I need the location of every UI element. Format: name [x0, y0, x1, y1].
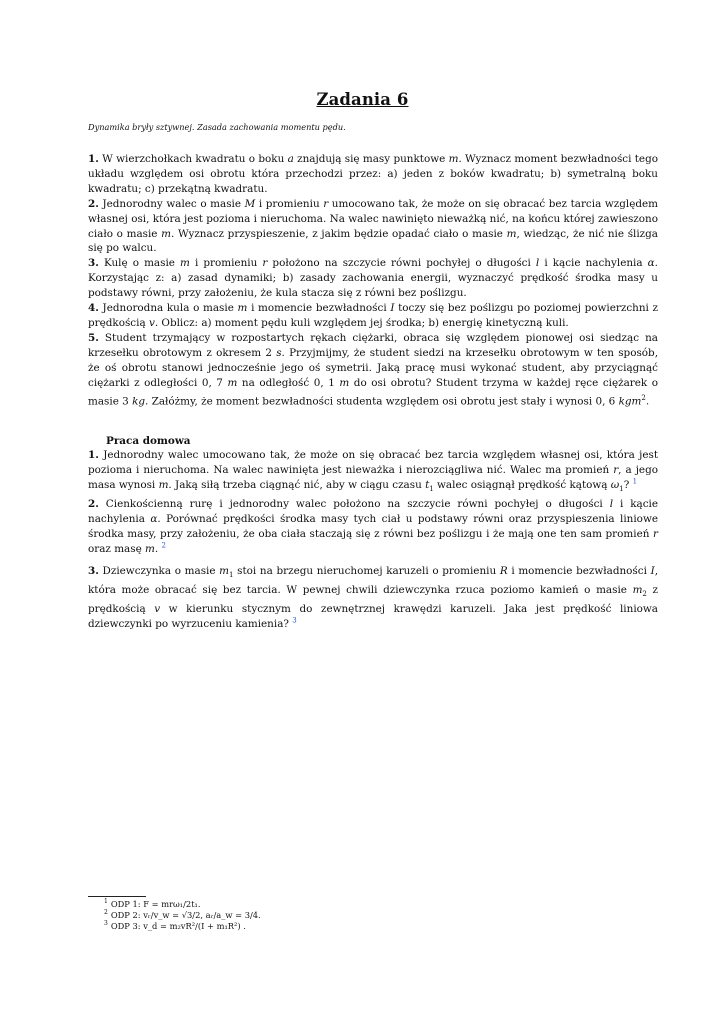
math-symbol: r	[653, 527, 658, 540]
math-symbol: v	[154, 603, 161, 616]
math-symbol: ω	[610, 478, 620, 491]
task-item: 2. Jednorodny walec o masie M i promieniu r umocowano tak, że może on się obracać bez tarcia względem własnej osi, która jest pozioma i nieruchoma. Na walec nawinięto nieważką nić, na końcu której zawieszono ciało o masie m. Wyznacz przyspieszenie, z jakim będzie opadać ciało o masie m, wiedząc, że nić nie ślizga się po walcu.	[88, 197, 659, 255]
footnote	[104, 899, 604, 910]
math-symbol: m	[448, 153, 459, 165]
footnote-mark: 1	[104, 898, 108, 906]
task-number: 2.	[88, 497, 99, 510]
homework-heading: Praca domowa	[106, 435, 191, 447]
footnote-link[interactable]: 1	[632, 477, 638, 486]
task-number: 3.	[88, 565, 99, 578]
math-symbol: m	[158, 478, 169, 491]
math-symbol: kgm	[618, 394, 642, 407]
math-symbol: t	[425, 478, 430, 491]
footnote-text: ODP 1: F = mrω₁/2t₁.	[110, 899, 201, 909]
footnote	[104, 910, 604, 921]
math-symbol: r	[323, 197, 329, 210]
document-subtitle: Dynamika bryły sztywnej. Zasada zachowania momentu pędu.	[88, 122, 346, 132]
footnote-text: ODP 3: v_d = m₂vR²/(I + m₁R²) .	[110, 921, 246, 931]
subscript: 1	[429, 484, 434, 493]
math-symbol: r	[613, 463, 619, 476]
subscript: 2	[642, 590, 647, 599]
task-number: 2.	[88, 197, 99, 210]
math-symbol: l	[609, 497, 614, 510]
math-symbol: R	[499, 565, 508, 578]
math-symbol: m	[180, 257, 190, 270]
math-symbol: I	[390, 302, 395, 315]
superscript: 2	[641, 393, 646, 402]
task-list	[88, 152, 658, 409]
task-item: 3. Kulę o masie m i promieniu r położono na szczycie równi pochyłej o długości l i kącie nachylenia α. Korzystając z: a) zasad dynamiki; b) zasady zachowania energii, wyznaczyć prędkość środka masy u podstawy równi, przy założeniu, że kula stacza się z równi bez poślizgu.	[88, 257, 658, 300]
homework-list	[88, 448, 658, 632]
task-number: 4.	[88, 302, 99, 315]
task-item: 1. W wierzchołkach kwadratu o boku a znajdują się masy punktowe m. Wyznacz moment bezwładności tego układu względem osi obrotu która przechodzi przez: a) jeden z boków kwadratu; b) symetralną boku kwadratu; c) przekątną kwadratu.	[88, 153, 658, 195]
footnote-link[interactable]: 3	[292, 616, 297, 625]
task-item: 4. Jednorodna kula o masie m i momencie bezwładności I toczy się bez poślizgu po poziomej powierzchni z prędkością v. Oblicz: a) moment pędu kuli względem jej środka; b) energię kinetyczną kuli.	[88, 302, 659, 329]
task-item: 5. Student trzymający w rozpostartych rękach ciężarki, obraca się względem pionowej osi siedząc na krzesełku obrotowym z okresem 2 s. Przyjmijmy, że student siedzi na krzesełku obrotowym w ten sposób, że oś obrotu stanowi jednocześnie jego oś symetrii. Jaką pracę musi wykonać student, aby przyciągnąć ciężarki z odległości 0, 7 m na odległość 0, 1 m do osi obrotu? Student trzyma w każdej ręce ciężarek o masie 3 kg. Załóżmy, że moment bezwładności studenta względem osi obrotu jest stały i wynosi 0, 6 kgm$^2$.	[88, 331, 659, 407]
spacer	[88, 556, 658, 564]
math-symbol: a	[287, 153, 294, 165]
footnote-text: ODP 2: vᵣ/v_w = √3/2, aᵣ/a_w = 3/4.	[110, 910, 261, 920]
math-symbol: r	[262, 257, 268, 270]
footnote-mark: 3	[104, 920, 108, 928]
subscript: 1	[229, 571, 234, 580]
footnote	[104, 921, 604, 932]
math-symbol: m	[632, 584, 643, 597]
footnote-rule	[88, 896, 146, 897]
footnotes	[104, 899, 604, 932]
footnote-link[interactable]: 2	[161, 541, 166, 550]
math-symbol: m	[237, 302, 248, 315]
math-symbol: l	[535, 257, 540, 270]
task-item: 2. Cienkościenną rurę i jednorodny walec położono na szczycie równi pochyłej o długości l i kącie nachylenia α. Porównać prędkości środka masy tych ciał u podstawy równi oraz przyspieszenia liniowe środka masy, przy założeniu, że oba ciała staczają się z równi bez poślizgu i że mają one ten sam promień r oraz masę m. $^2$	[88, 497, 658, 555]
math-symbol: α	[647, 257, 655, 270]
math-symbol: M	[244, 197, 256, 210]
task-number: 1.	[88, 153, 99, 165]
math-symbol: v	[148, 316, 155, 329]
math-symbol: m	[339, 376, 350, 389]
task-item: 3. Dziewczynka o masie $m_1$ stoi na brzegu nieruchomej karuzeli o promieniu R i momencie bezwładności I, która może obracać się bez tarcia. W pewnej chwili dziewczynka rzuca poziomo kamień o masie $m_2$ z prędkością v w kierunku stycznym do zewnętrznej krawędzi karuzeli. Jaka jest prędkość liniowa dziewczynki po wyrzuceniu kamienia? $^3$	[88, 565, 658, 631]
task-number: 3.	[88, 257, 99, 270]
math-symbol: m	[161, 227, 172, 240]
document-title: Zadania 6	[316, 90, 409, 109]
task-number: 1.	[88, 449, 99, 461]
math-symbol: m	[145, 542, 155, 555]
task-item: 1. Jednorodny walec umocowano tak, że może on się obracać bez tarcia względem własnej osi, która jest pozioma i nieruchoma. Na walec nawinięta jest nieważka i nierozciągliwa nić. Walec ma promień r, a jego masa wynosi m. Jaką siłą trzeba ciągnąć nić, aby w ciągu czasu $t_1$ walec osiągnął prędkość kątową $\omega_1$? $^1$	[88, 449, 658, 493]
subscript: 1	[619, 484, 624, 493]
math-symbol: I	[650, 565, 655, 578]
task-number: 5.	[88, 331, 99, 344]
math-symbol: m	[506, 227, 517, 240]
math-symbol: m	[227, 376, 238, 389]
footnote-mark: 2	[104, 909, 108, 917]
math-symbol: m	[219, 565, 230, 578]
math-symbol: α	[150, 512, 158, 525]
math-symbol: kg	[132, 394, 146, 407]
math-symbol: s	[276, 346, 282, 359]
